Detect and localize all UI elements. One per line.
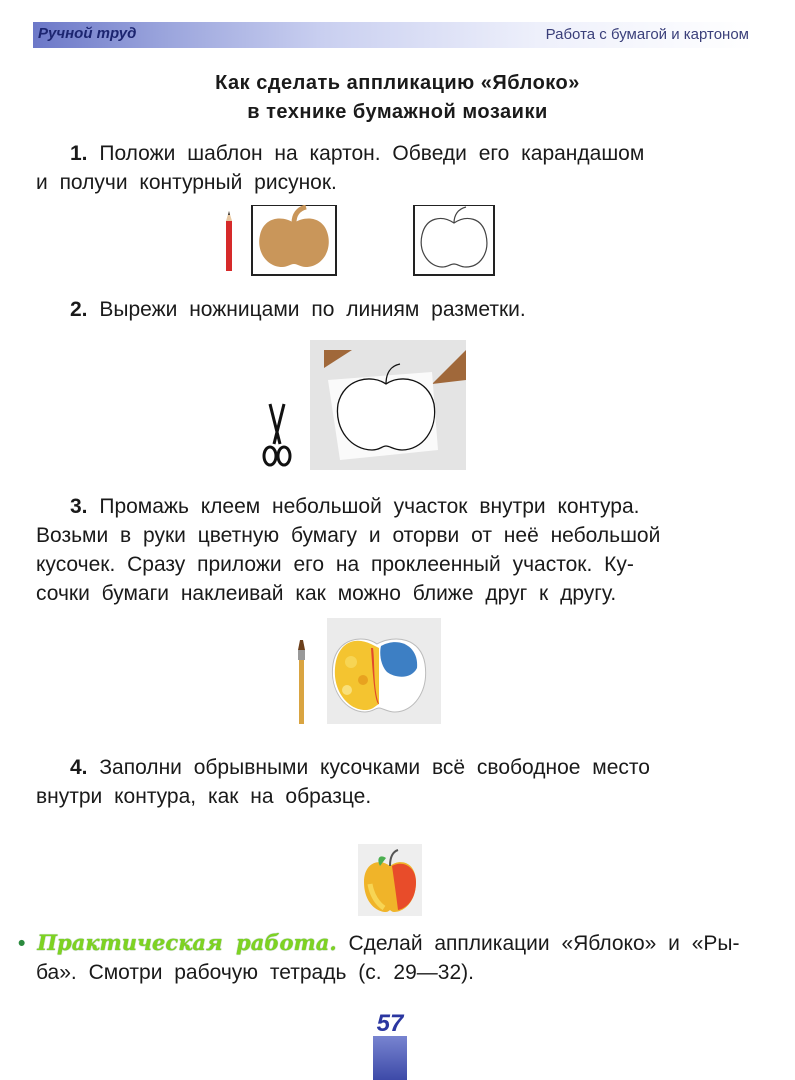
step-number: 1. xyxy=(70,142,88,165)
practical-text: Сделай аппликации «Яблоко» и «Ры- xyxy=(348,932,740,955)
step-text: Возьми в руки цветную бумагу и оторви от неё небольшой xyxy=(36,524,661,547)
cut-out-image xyxy=(310,340,466,470)
step-text: и получи контурный рисунок. xyxy=(36,171,337,194)
step-text: Заполни обрывными кусочками всё свободное место xyxy=(99,756,650,779)
practical-label: Практическая работа. xyxy=(37,930,337,955)
step-number: 2. xyxy=(70,298,88,321)
chapter-title: Работа с бумагой и картоном xyxy=(545,26,749,43)
brush-icon xyxy=(298,640,305,724)
step-text: кусочек. Сразу приложи его на проклеенный участок. Ку- xyxy=(36,553,634,576)
step-text: Вырежи ножницами по линиям разметки. xyxy=(99,298,526,321)
step-text: сочки бумаги наклеивай как можно ближе друг к другу. xyxy=(36,582,617,605)
step-3 xyxy=(36,492,748,608)
step-number: 4. xyxy=(70,756,88,779)
practical-text: ба». Смотри рабочую тетрадь (с. 29—32). xyxy=(36,961,474,984)
page-number: 57 xyxy=(376,1010,404,1037)
step-2 xyxy=(36,295,748,324)
cardboard-template-image xyxy=(252,205,336,275)
step-2-illustration xyxy=(256,340,468,472)
pencil-icon xyxy=(226,211,232,271)
step-text: Промажь клеем небольшой участок внутри контура. xyxy=(99,495,640,518)
page-title-line1: Как сделать аппликацию «Яблоко» xyxy=(215,72,580,94)
step-1-illustration xyxy=(222,205,502,277)
step-1 xyxy=(36,139,748,197)
gluing-process-image xyxy=(327,618,441,724)
step-3-illustration xyxy=(295,618,443,726)
page-title-line2: в технике бумажной мозаики xyxy=(247,101,548,123)
page-tab xyxy=(373,1036,407,1080)
step-4 xyxy=(36,753,748,811)
step-text: Положи шаблон на картон. Обведи его карандашом xyxy=(99,142,645,165)
bullet: • xyxy=(18,932,26,955)
step-text: внутри контура, как на образце. xyxy=(36,785,372,808)
outline-drawing-image xyxy=(414,205,494,275)
step-number: 3. xyxy=(70,495,88,518)
practical-work xyxy=(18,928,750,987)
scissors-icon xyxy=(264,404,290,465)
sample-apple-image xyxy=(358,844,422,916)
section-title: Ручной труд xyxy=(38,25,137,42)
